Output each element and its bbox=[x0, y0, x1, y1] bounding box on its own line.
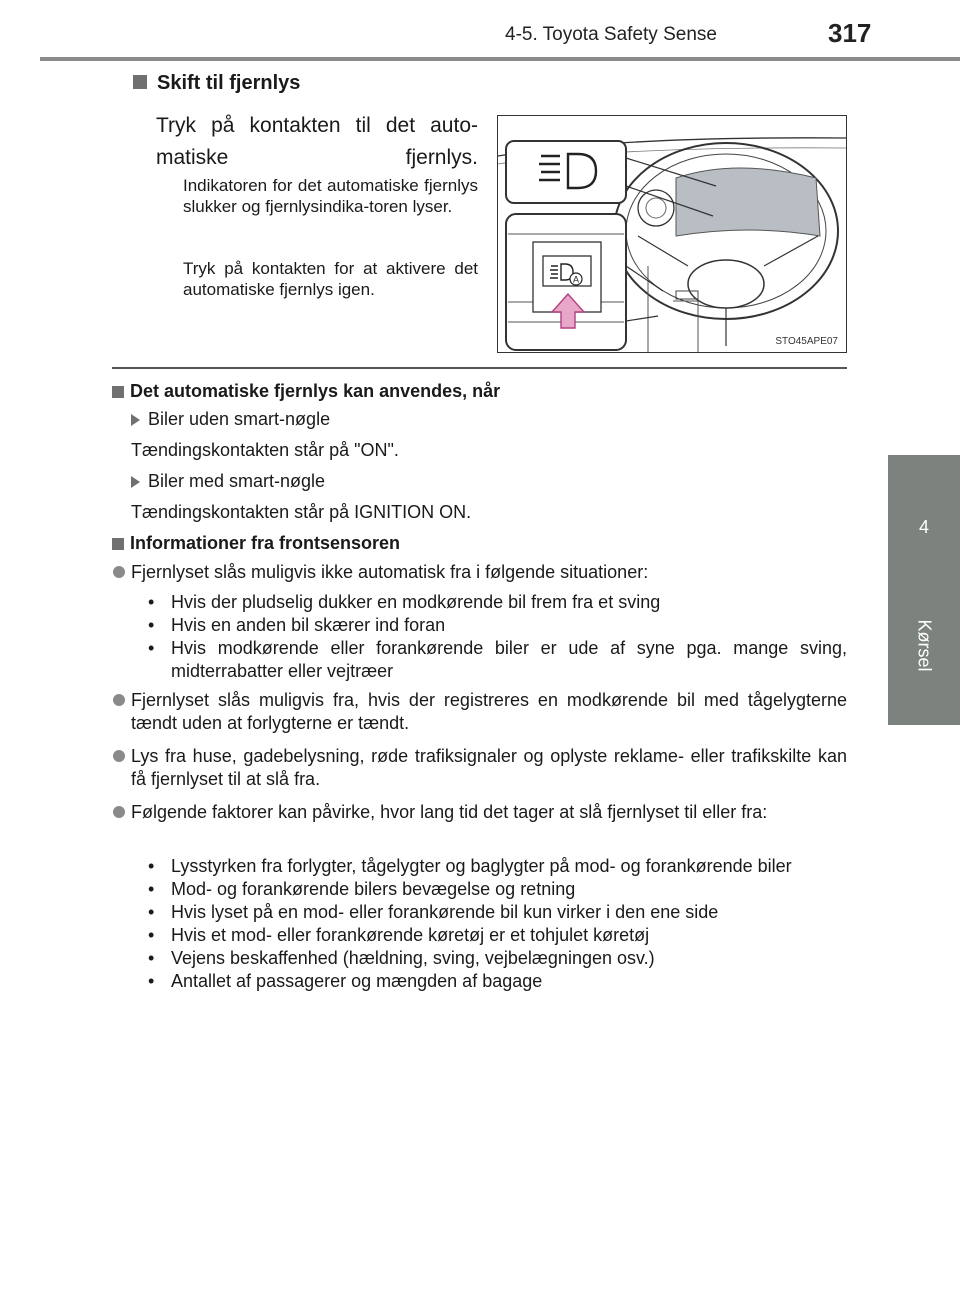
dashboard-drawing bbox=[498, 116, 847, 353]
sensor-point-4 bbox=[131, 801, 847, 824]
sensor-point-4-text: Følgende faktorer kan påvirke, hvor lang tid det tager at slå fjernlyset til eller fra: bbox=[131, 802, 768, 822]
list-item: • Antallet af passagerer og mængden af bagage bbox=[148, 970, 847, 993]
sensor-point-1-text: Fjernlyset slås muligvis ikke automatisk fra i følgende situationer: bbox=[131, 562, 649, 582]
sensor-point-2 bbox=[131, 689, 847, 735]
square-bullet-icon bbox=[112, 538, 124, 550]
list-item: • Hvis der pludselig dukker en modkørende bil frem fra et sving bbox=[148, 591, 847, 614]
note-indicator: Indikatoren for det automatiske fjernlys slukker og fjernlysindika-toren lyser. bbox=[183, 176, 478, 216]
note-reactivate: Tryk på kontakten for at aktivere det automatiske fjernlys igen. bbox=[183, 259, 478, 299]
header-rule bbox=[40, 57, 960, 61]
list-item: • Vejens beskaffenhed (hældning, sving, vejbelægningen osv.) bbox=[148, 947, 847, 970]
circle-bullet-icon bbox=[113, 694, 125, 706]
heading-available bbox=[112, 380, 500, 403]
square-bullet-icon bbox=[112, 386, 124, 398]
item-without-smartkey bbox=[131, 408, 330, 431]
dashboard-illustration bbox=[497, 115, 847, 353]
circle-bullet-icon bbox=[113, 806, 125, 818]
chapter-label: Kørsel bbox=[914, 618, 935, 672]
chapter-label-wrap bbox=[888, 605, 960, 685]
section-title-text: Skift til fjernlys bbox=[157, 72, 301, 94]
triangle-bullet-icon bbox=[131, 476, 140, 488]
sensor-point-3-text: Lys fra huse, gadebelysning, røde trafiksignaler og oplyste reklame- eller trafikskilte kan få fjernlyset til at slå fra. bbox=[131, 746, 847, 789]
square-bullet-icon bbox=[133, 75, 147, 89]
section-heading: 4-5. Toyota Safety Sense bbox=[505, 24, 717, 45]
sensor-point-3 bbox=[131, 745, 847, 791]
chapter-tab bbox=[888, 455, 960, 725]
item-with-smartkey bbox=[131, 470, 325, 493]
heading-sensor bbox=[112, 532, 400, 555]
sensor-point-4-list bbox=[148, 855, 847, 993]
item-with-smartkey-label: Biler med smart-nøgle bbox=[148, 471, 326, 491]
chapter-number: 4 bbox=[918, 517, 929, 537]
circle-bullet-icon bbox=[113, 566, 125, 578]
heading-sensor-text: Informationer fra frontsensoren bbox=[130, 533, 401, 553]
list-item: • Hvis modkørende eller forankørende biler er ude af syne pga. mange sving, midterrabatter eller vejtræer bbox=[148, 637, 847, 683]
list-item: • Hvis lyset på en mod- eller forankørende bil kun virker i den ene side bbox=[148, 901, 847, 924]
circle-bullet-icon bbox=[113, 750, 125, 762]
instruction-text: Tryk på kontakten til det auto-matiske fjernlys. bbox=[156, 114, 478, 169]
ignition-mode-text: Tændingskontakten står på IGNITION ON. bbox=[131, 502, 472, 522]
list-item: • Hvis et mod- eller forankørende køretøj er et tohjulet køretøj bbox=[148, 924, 847, 947]
sensor-point-2-text: Fjernlyset slås muligvis fra, hvis der registreres en modkørende bil med tågelygterne tændt uden at forlygterne er tændt. bbox=[131, 690, 847, 733]
list-item: • Mod- og forankørende bilers bevægelse og retning bbox=[148, 878, 847, 901]
sensor-point-1 bbox=[131, 561, 847, 584]
heading-available-text: Det automatiske fjernlys kan anvendes, når bbox=[130, 381, 501, 401]
figure-code: STO45APE07 bbox=[775, 336, 838, 347]
sensor-point-1-list bbox=[148, 591, 847, 683]
list-item: • Lysstyrken fra forlygter, tågelygter og baglygter på mod- og forankørende biler bbox=[148, 855, 847, 878]
list-item: • Hvis en anden bil skærer ind foran bbox=[148, 614, 847, 637]
auto-icon-letter: A bbox=[572, 274, 580, 285]
triangle-bullet-icon bbox=[131, 414, 140, 426]
ignition-on-text: Tændingskontakten står på "ON". bbox=[131, 440, 399, 460]
section-divider bbox=[112, 367, 847, 369]
page-number: 317 bbox=[828, 18, 872, 48]
section-title bbox=[133, 72, 300, 95]
item-without-smartkey-label: Biler uden smart-nøgle bbox=[148, 409, 331, 429]
